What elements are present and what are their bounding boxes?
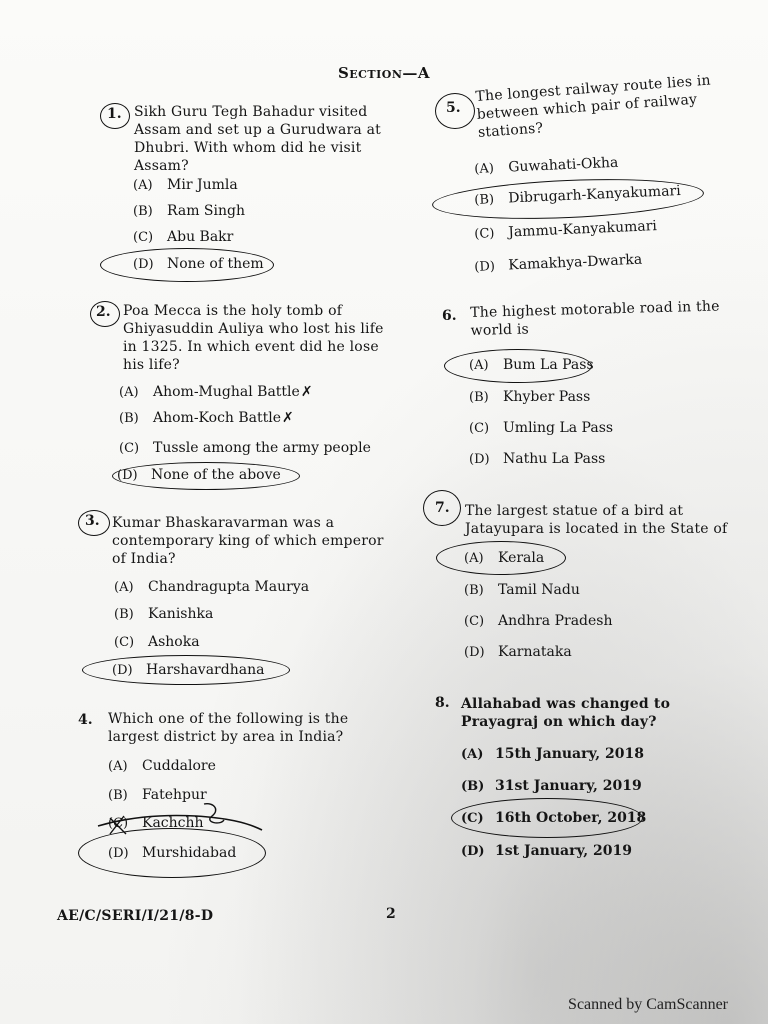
- option-text: Tussle among the army people: [153, 440, 371, 456]
- option-text: Nathu La Pass: [503, 451, 606, 467]
- option-letter: (C): [474, 226, 495, 242]
- option-letter: (A): [461, 747, 484, 762]
- option-letter: (B): [108, 788, 128, 803]
- option-text: Karnataka: [498, 644, 572, 660]
- option-b: [469, 389, 590, 405]
- option-a: [464, 550, 544, 566]
- option-b: [108, 787, 207, 803]
- option-c: [133, 229, 233, 245]
- option-b: [133, 203, 245, 219]
- option-text: Khyber Pass: [503, 389, 591, 405]
- option-b: [464, 582, 580, 598]
- cross-mark: ✗: [300, 384, 313, 400]
- question-number: 6.: [442, 308, 457, 324]
- question-number: 5.: [446, 100, 461, 116]
- option-text: Andhra Pradesh: [498, 613, 613, 629]
- section-title: Section—A: [337, 64, 431, 82]
- option-text: Kachchh: [142, 815, 204, 831]
- option-text: Bum La Pass: [503, 357, 594, 373]
- option-text: Kerala: [498, 550, 545, 566]
- option-letter: (D): [461, 844, 485, 859]
- cross-mark: ✗: [282, 410, 294, 426]
- option-d: [112, 662, 264, 678]
- option-letter: (D): [133, 257, 154, 272]
- option-text: 15th January, 2018: [495, 746, 645, 762]
- option-d: [117, 467, 281, 483]
- option-c: [119, 440, 371, 456]
- question-number: 8.: [435, 695, 450, 711]
- option-text: None of the above: [151, 467, 281, 483]
- question-text: The largest statue of a bird at Jatayupara is located in the State of: [465, 503, 728, 537]
- option-b: [474, 183, 681, 208]
- option-letter: (C): [119, 441, 140, 456]
- question-text: Sikh Guru Tegh Bahadur visited Assam and set up a Gurudwara at Dhubri. With whom did he visit Assam?: [134, 104, 381, 174]
- option-b: [114, 606, 213, 622]
- option-letter: (A): [114, 580, 134, 595]
- option-b: [461, 778, 642, 794]
- option-letter: (A): [464, 551, 484, 566]
- option-c: [108, 815, 204, 831]
- question-text: Poa Mecca is the holy tomb of Ghiyasuddin Auliya who lost his life in 1325. In which event did he lose his life?: [123, 303, 384, 373]
- option-letter: (C): [469, 421, 490, 436]
- option-letter: (B): [469, 390, 489, 405]
- option-b: [119, 410, 294, 426]
- option-c: [461, 810, 646, 826]
- option-letter: (B): [474, 192, 495, 208]
- question-text: Allahabad was changed to Prayagraj on which day?: [461, 696, 671, 730]
- question-number: 3.: [85, 513, 100, 529]
- option-text: Jammu-Kanyakumari: [507, 218, 658, 241]
- option-d: [133, 256, 264, 272]
- option-letter: (C): [461, 811, 484, 826]
- option-text: Mir Jumla: [167, 177, 238, 193]
- option-text: Fatehpur: [142, 787, 207, 803]
- option-letter: (A): [108, 759, 128, 774]
- option-d: [474, 252, 643, 275]
- option-c: [474, 218, 657, 242]
- option-letter: (C): [133, 230, 154, 245]
- option-letter: (D): [112, 663, 133, 678]
- option-d: [108, 845, 236, 861]
- option-letter: (D): [469, 452, 490, 467]
- option-a: [108, 758, 216, 774]
- option-letter: (A): [474, 161, 495, 177]
- option-text: Chandragupta Maurya: [148, 579, 310, 595]
- option-text: Ahom-Koch Battle: [153, 410, 282, 426]
- option-letter: (B): [119, 411, 139, 426]
- question-text: Kumar Bhaskaravarman was a contemporary king of which emperor of India?: [112, 515, 384, 567]
- option-text: Guwahati-Okha: [507, 154, 619, 176]
- option-a: [461, 746, 644, 762]
- option-d: [464, 644, 572, 660]
- option-letter: (B): [464, 583, 484, 598]
- option-text: Ram Singh: [167, 203, 245, 219]
- option-text: Dibrugarh-Kanyakumari: [507, 182, 682, 207]
- option-text: Murshidabad: [142, 845, 237, 861]
- question-number: 4.: [78, 712, 93, 728]
- option-letter: (A): [133, 178, 153, 193]
- option-c: [114, 634, 200, 650]
- option-a: [469, 357, 594, 373]
- option-text: None of them: [167, 256, 264, 272]
- option-text: Kamakhya-Dwarka: [507, 251, 643, 274]
- option-text: 1st January, 2019: [495, 843, 632, 859]
- page-number: 2: [386, 906, 396, 922]
- option-a: [474, 155, 619, 177]
- option-letter: (B): [114, 607, 134, 622]
- option-letter: (D): [464, 645, 485, 660]
- question-text: Which one of the following is the largest district by area in India?: [108, 711, 349, 745]
- option-letter: (D): [474, 259, 496, 275]
- option-text: Cuddalore: [142, 758, 216, 774]
- option-text: Abu Bakr: [167, 229, 234, 245]
- option-letter: (D): [108, 846, 129, 861]
- option-d: [469, 451, 605, 467]
- option-text: Umling La Pass: [503, 420, 614, 436]
- option-text: Ashoka: [148, 634, 200, 650]
- option-letter: (B): [133, 204, 153, 219]
- option-c: [464, 613, 613, 629]
- option-letter: (A): [119, 385, 139, 400]
- option-letter: (A): [469, 358, 489, 373]
- paper-code: AE/C/SERI/I/21/8-D: [57, 908, 214, 924]
- option-letter: (C): [114, 635, 135, 650]
- scanner-watermark: Scanned by CamScanner: [568, 996, 728, 1013]
- option-text: 31st January, 2019: [495, 778, 642, 794]
- option-text: Ahom-Mughal Battle: [153, 384, 300, 400]
- option-a: [114, 579, 309, 595]
- question-text: The longest railway route lies in between which pair of railway stations?: [475, 72, 712, 141]
- question-number: 1.: [107, 106, 122, 122]
- option-letter: (B): [461, 779, 485, 794]
- option-text: Kanishka: [148, 606, 214, 622]
- option-text: 16th October, 2018: [495, 810, 647, 826]
- option-d: [461, 843, 632, 859]
- option-letter: (C): [108, 816, 129, 831]
- option-a: [119, 384, 313, 400]
- option-letter: (D): [117, 468, 138, 483]
- option-c: [469, 420, 613, 436]
- question-number: 2.: [96, 304, 111, 320]
- option-text: Tamil Nadu: [498, 582, 580, 598]
- question-text: The highest motorable road in the world is: [470, 298, 720, 339]
- option-text: Harshavardhana: [146, 662, 265, 678]
- question-number: 7.: [435, 500, 450, 516]
- option-a: [133, 177, 238, 193]
- option-letter: (C): [464, 614, 485, 629]
